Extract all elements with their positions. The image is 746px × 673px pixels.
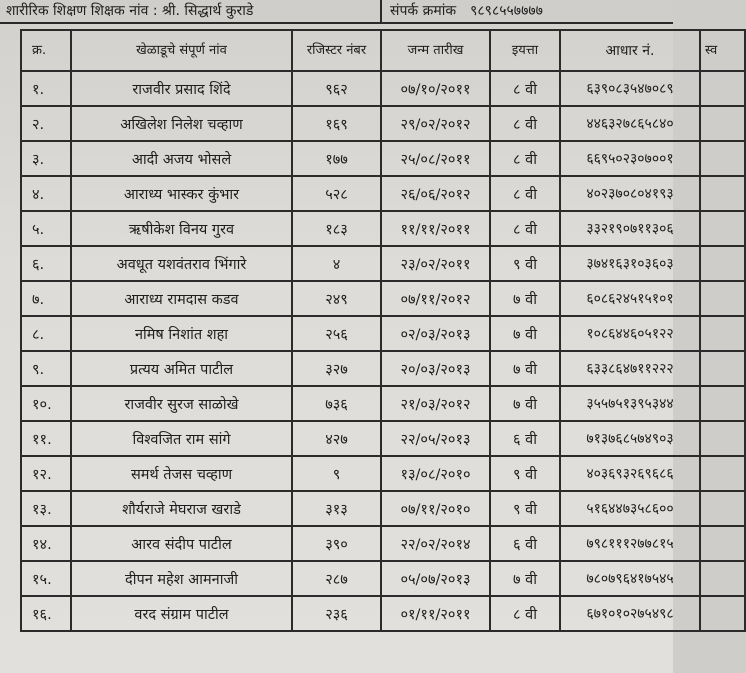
column-header-truncated: स्व: [700, 30, 745, 71]
dob-cell: २२/०२/२०१४: [381, 526, 490, 561]
empty-cell: [700, 526, 745, 561]
dob-cell: ०७/१०/२०११: [381, 71, 490, 106]
table-row: [21, 456, 745, 491]
standard-cell: ६ वी: [490, 421, 560, 456]
empty-cell: [700, 316, 745, 351]
name-cell: प्रत्यय अमित पाटील: [71, 351, 292, 386]
contact-number: ९८९८५५७७७७: [470, 3, 543, 19]
standard-cell: ६ वी: [490, 526, 560, 561]
register-cell: ९: [292, 456, 381, 491]
dob-cell: ०५/०७/२०१३: [381, 561, 490, 596]
aadhaar-cell: १०८६४४६०५१२२: [560, 316, 700, 351]
serial-cell: १२.: [21, 456, 71, 491]
standard-cell: ८ वी: [490, 71, 560, 106]
register-cell: ४२७: [292, 421, 381, 456]
contact-label: संपर्क क्रमांक: [390, 3, 457, 19]
dob-cell: २६/०६/२०१२: [381, 176, 490, 211]
aadhaar-cell: ७८०७९६४१७५४५: [560, 561, 700, 596]
aadhaar-cell: ३७४१६३१०३६०३: [560, 246, 700, 281]
dob-cell: ०२/०३/२०१३: [381, 316, 490, 351]
dob-cell: ११/११/२०११: [381, 211, 490, 246]
register-cell: १७७: [292, 141, 381, 176]
column-header-name: खेळाडूचे संपूर्ण नांव: [71, 30, 292, 71]
dob-cell: ०१/११/२०११: [381, 596, 490, 631]
standard-cell: ९ वी: [490, 246, 560, 281]
serial-cell: १५.: [21, 561, 71, 596]
serial-cell: २.: [21, 106, 71, 141]
serial-cell: १३.: [21, 491, 71, 526]
name-cell: विश्वजित राम सांगे: [71, 421, 292, 456]
table-row: [21, 421, 745, 456]
table-header-row: [21, 30, 745, 71]
empty-cell: [700, 71, 745, 106]
name-cell: आरव संदीप पाटील: [71, 526, 292, 561]
name-cell: राजवीर सुरज साळोखे: [71, 386, 292, 421]
empty-cell: [700, 106, 745, 141]
empty-cell: [700, 281, 745, 316]
aadhaar-cell: ५१६४४७३५८६००: [560, 491, 700, 526]
name-cell: वरद संग्राम पाटील: [71, 596, 292, 631]
empty-cell: [700, 456, 745, 491]
register-cell: १६९: [292, 106, 381, 141]
serial-cell: १.: [21, 71, 71, 106]
table-row: [21, 281, 745, 316]
standard-cell: ९ वी: [490, 456, 560, 491]
empty-cell: [700, 176, 745, 211]
register-cell: १८३: [292, 211, 381, 246]
name-cell: आराध्य भास्कर कुंभार: [71, 176, 292, 211]
empty-cell: [700, 491, 745, 526]
column-header-aadhaar: आधार नं.: [560, 30, 700, 71]
column-header-serial: क्र.: [21, 30, 71, 71]
standard-cell: ८ वी: [490, 211, 560, 246]
aadhaar-cell: ६०८६२४५१५१०१: [560, 281, 700, 316]
dob-cell: ०७/११/२०१२: [381, 281, 490, 316]
serial-cell: १४.: [21, 526, 71, 561]
table-row: [21, 106, 745, 141]
table-row: [21, 526, 745, 561]
standard-cell: ८ वी: [490, 106, 560, 141]
dob-cell: २५/०८/२०११: [381, 141, 490, 176]
register-cell: ३९०: [292, 526, 381, 561]
name-cell: समर्थ तेजस चव्हाण: [71, 456, 292, 491]
serial-cell: ४.: [21, 176, 71, 211]
register-cell: ४: [292, 246, 381, 281]
serial-cell: १६.: [21, 596, 71, 631]
dob-cell: २३/०२/२०११: [381, 246, 490, 281]
empty-cell: [700, 141, 745, 176]
serial-cell: ११.: [21, 421, 71, 456]
column-header-dob: जन्म तारीख: [381, 30, 490, 71]
aadhaar-cell: ४०३६९३२६९६८६: [560, 456, 700, 491]
register-cell: ३१३: [292, 491, 381, 526]
name-cell: ऋषीकेश विनय गुरव: [71, 211, 292, 246]
standard-cell: ९ वी: [490, 491, 560, 526]
standard-cell: ७ वी: [490, 281, 560, 316]
aadhaar-cell: ४४६३२७८६५८४०: [560, 106, 700, 141]
register-cell: २३६: [292, 596, 381, 631]
aadhaar-cell: ७९८१११२७७८१५: [560, 526, 700, 561]
serial-cell: ५.: [21, 211, 71, 246]
name-cell: आदी अजय भोसले: [71, 141, 292, 176]
standard-cell: ८ वी: [490, 176, 560, 211]
table-row: [21, 176, 745, 211]
serial-cell: ६.: [21, 246, 71, 281]
name-cell: आराध्य रामदास कडव: [71, 281, 292, 316]
register-cell: ५२८: [292, 176, 381, 211]
register-cell: ३२७: [292, 351, 381, 386]
empty-cell: [700, 351, 745, 386]
name-cell: शौर्यराजे मेघराज खराडे: [71, 491, 292, 526]
table-row: [21, 316, 745, 351]
column-header-register: रजिस्टर नंबर: [292, 30, 381, 71]
serial-cell: १०.: [21, 386, 71, 421]
empty-cell: [700, 421, 745, 456]
dob-cell: २१/०३/२०१२: [381, 386, 490, 421]
aadhaar-cell: ७१३७६८५७४९०३: [560, 421, 700, 456]
name-cell: नमिष निशांत शहा: [71, 316, 292, 351]
table-row: [21, 351, 745, 386]
aadhaar-cell: ६७१०१०२७५४९८: [560, 596, 700, 631]
aadhaar-cell: ४०२३७०८०४१९३: [560, 176, 700, 211]
table-row: [21, 386, 745, 421]
aadhaar-cell: ६६९५०२३०७००१: [560, 141, 700, 176]
aadhaar-cell: ६३९०८३५४७०८९: [560, 71, 700, 106]
register-cell: २८७: [292, 561, 381, 596]
table-row: [21, 491, 745, 526]
standard-cell: ७ वी: [490, 386, 560, 421]
table-row: [21, 71, 745, 106]
dob-cell: १३/०८/२०१०: [381, 456, 490, 491]
standard-cell: ८ वी: [490, 596, 560, 631]
contact-info: [390, 1, 543, 20]
register-cell: २४९: [292, 281, 381, 316]
table-row: [21, 561, 745, 596]
dob-cell: २०/०३/२०१३: [381, 351, 490, 386]
table-row: [21, 246, 745, 281]
name-cell: अखिलेश निलेश चव्हाण: [71, 106, 292, 141]
dob-cell: २२/०५/२०१३: [381, 421, 490, 456]
players-table: [20, 29, 746, 632]
serial-cell: ८.: [21, 316, 71, 351]
table-row: [21, 141, 745, 176]
name-cell: दीपन महेश आमनाजी: [71, 561, 292, 596]
empty-cell: [700, 246, 745, 281]
header-divider: [380, 0, 382, 22]
serial-cell: ३.: [21, 141, 71, 176]
document-header: [0, 0, 673, 24]
dob-cell: २९/०२/२०१२: [381, 106, 490, 141]
table-row: [21, 211, 745, 246]
aadhaar-cell: ३५५७५१३९५३४४: [560, 386, 700, 421]
empty-cell: [700, 386, 745, 421]
empty-cell: [700, 596, 745, 631]
register-cell: ७३६: [292, 386, 381, 421]
table-body: [21, 71, 745, 631]
teacher-name-label: शारीरिक शिक्षण शिक्षक नांव : श्री. सिद्धार्थ कुराडे: [6, 3, 254, 19]
aadhaar-cell: ६३३८६४७११२२२: [560, 351, 700, 386]
standard-cell: ७ वी: [490, 316, 560, 351]
standard-cell: ७ वी: [490, 351, 560, 386]
column-header-standard: इयत्ता: [490, 30, 560, 71]
serial-cell: ७.: [21, 281, 71, 316]
register-cell: २५६: [292, 316, 381, 351]
standard-cell: ७ वी: [490, 561, 560, 596]
empty-cell: [700, 211, 745, 246]
standard-cell: ८ वी: [490, 141, 560, 176]
empty-cell: [700, 561, 745, 596]
table-row: [21, 596, 745, 631]
register-cell: ९६२: [292, 71, 381, 106]
serial-cell: ९.: [21, 351, 71, 386]
aadhaar-cell: ३३२१९०७११३०६: [560, 211, 700, 246]
name-cell: अवधूत यशवंतराव भिंगारे: [71, 246, 292, 281]
name-cell: राजवीर प्रसाद शिंदे: [71, 71, 292, 106]
dob-cell: ०७/११/२०१०: [381, 491, 490, 526]
